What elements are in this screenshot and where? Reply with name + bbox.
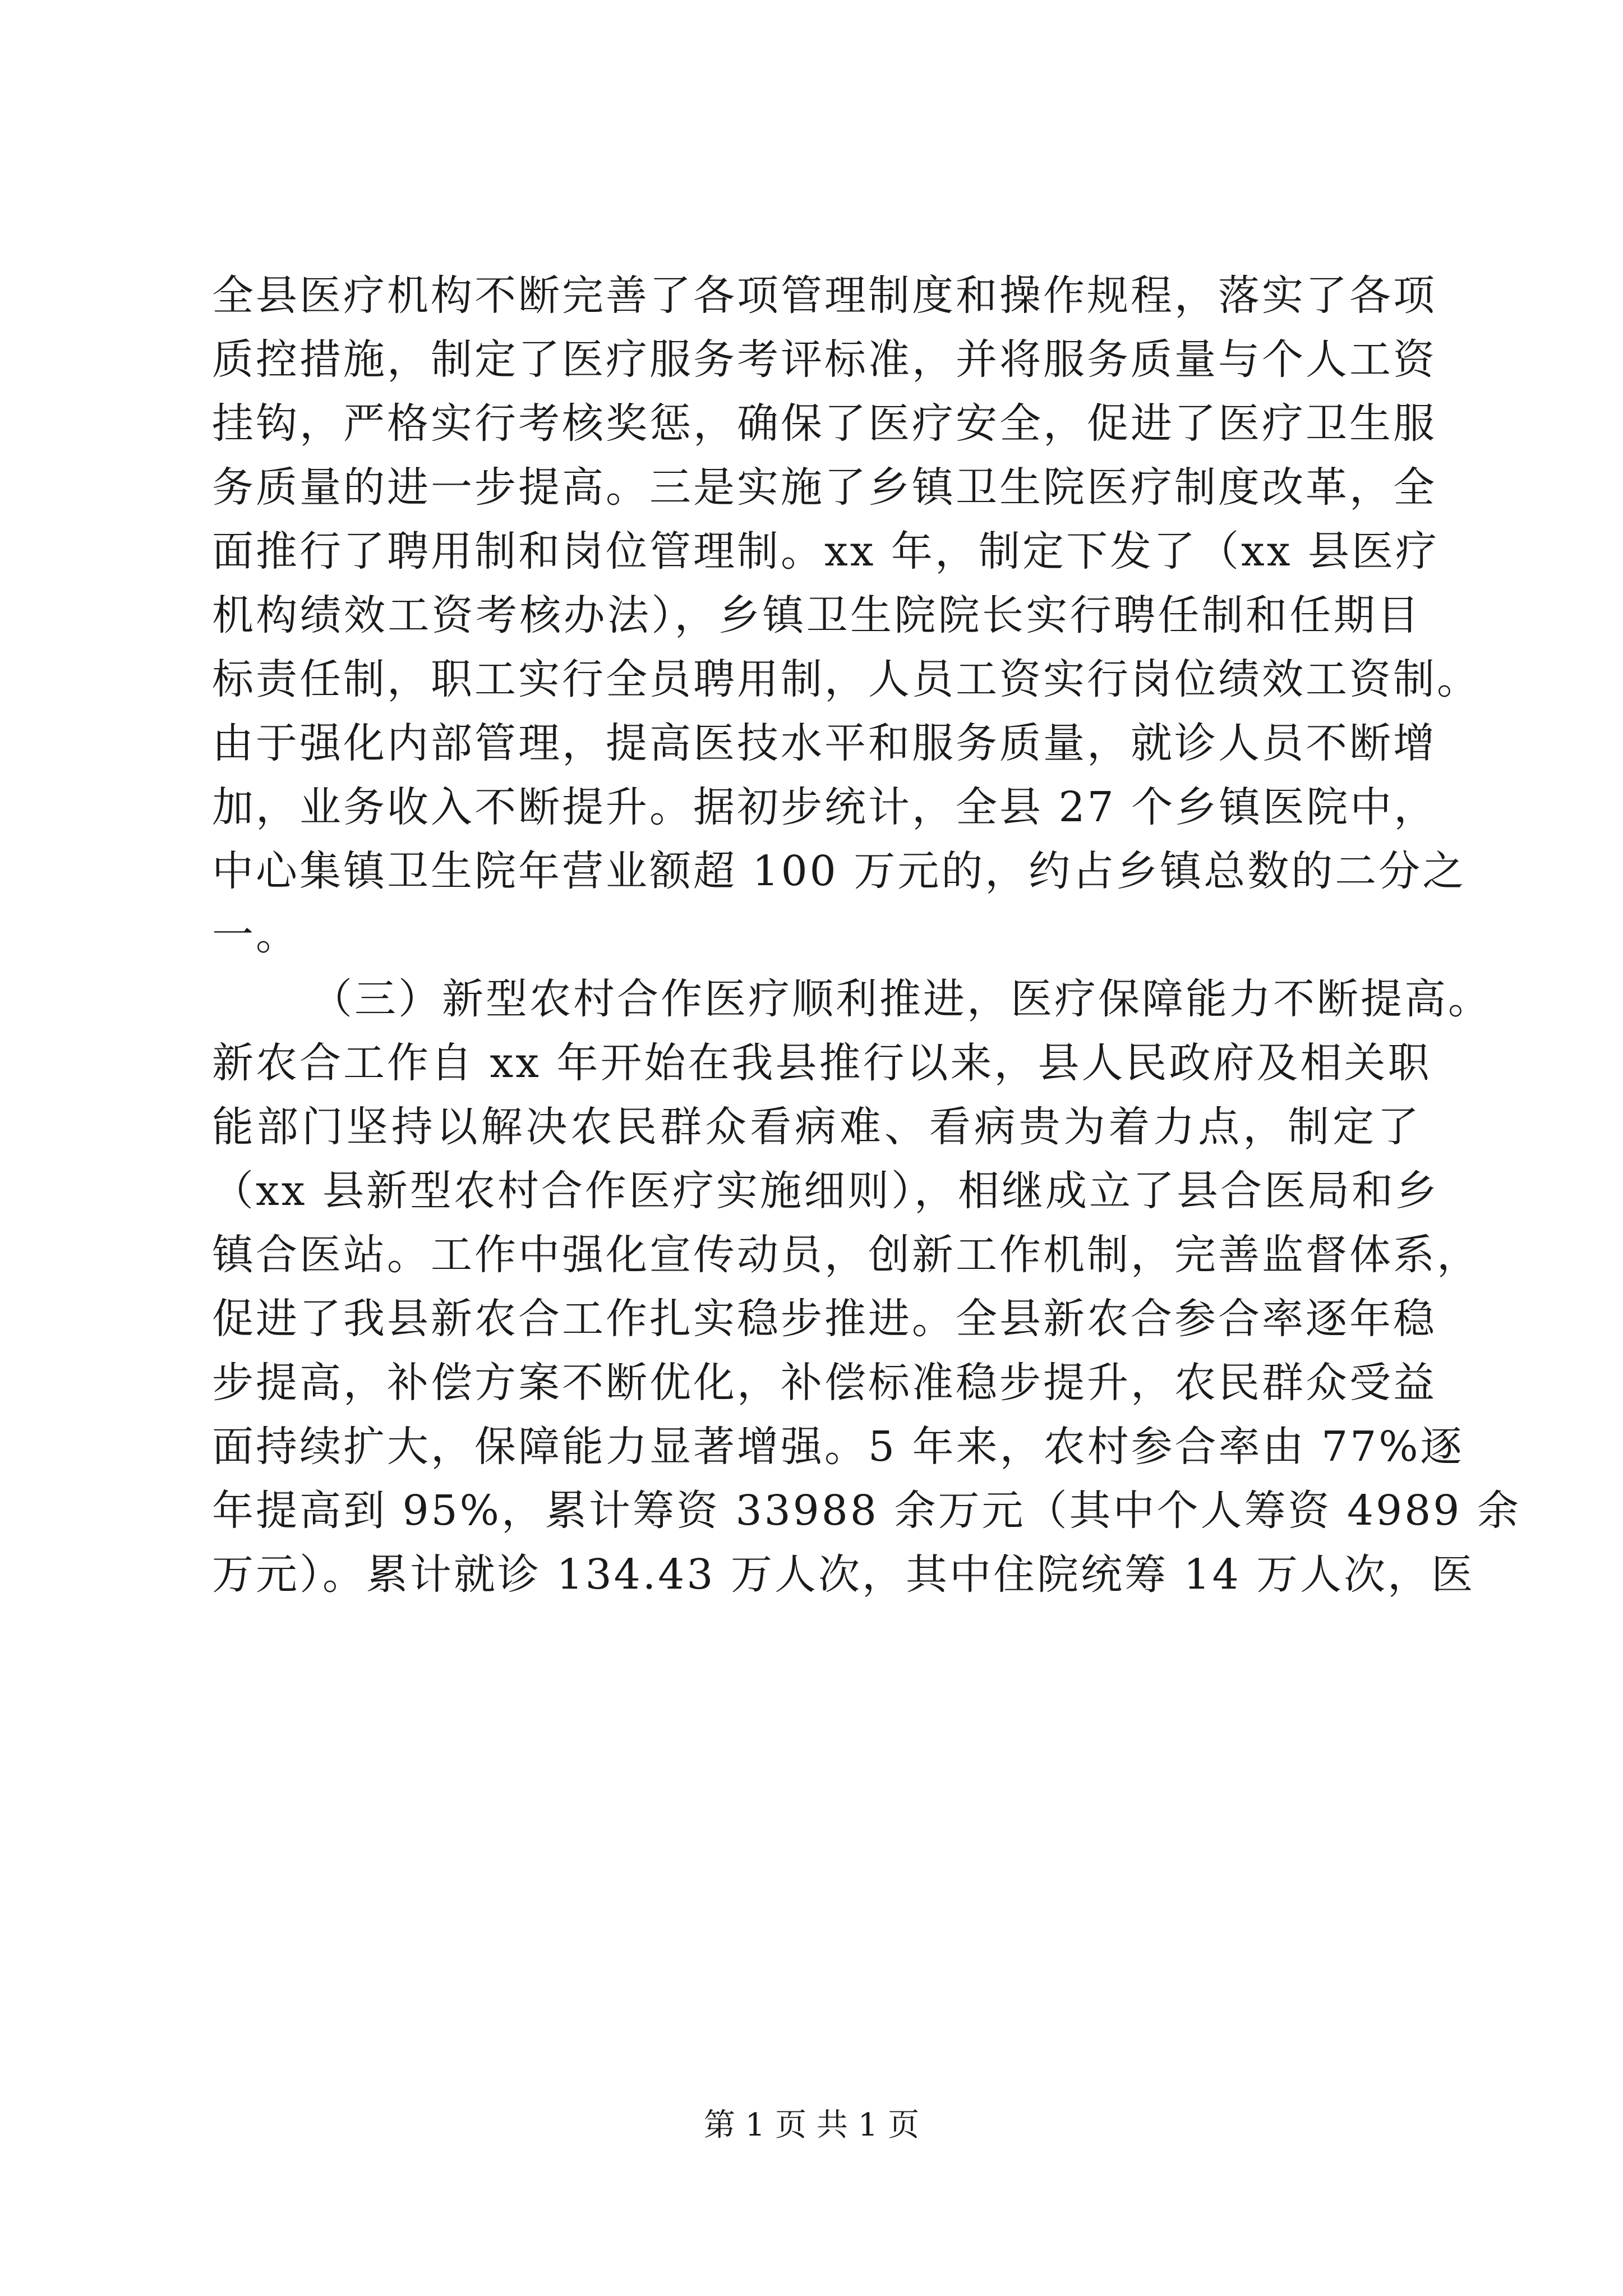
text-line: 面推行了聘用制和岗位管理制。xx 年，制定下发了（xx 县医疗 (212, 527, 1439, 576)
text-line: 一。 (212, 911, 299, 959)
text-line: 步提高，补偿方案不断优化，补偿标准稳步提升，农民群众受益 (212, 1359, 1437, 1407)
text-line: 能部门坚持以解决农民群众看病难、看病贵为着力点，制定了 (212, 1103, 1421, 1151)
text-line: 中心集镇卫生院年营业额超 100 万元的，约占乡镇总数的二分之 (212, 847, 1467, 895)
text-line: 挂钩，严格实行考核奖惩，确保了医疗安全，促进了医疗卫生服 (212, 399, 1437, 448)
body-text (212, 264, 1521, 1607)
text-line: （xx 县新型农村合作医疗实施细则），相继成立了县合医局和乡 (212, 1167, 1439, 1215)
page-footer: 第 1 页 共 1 页 (703, 2107, 920, 2143)
text-line: 标责任制，职工实行全员聘用制，人员工资实行岗位绩效工资制。 (212, 655, 1481, 703)
section-heading-line: （三）新型农村合作医疗顺利推进，医疗保障能力不断提高。 (311, 975, 1492, 1023)
text-line: 全县医疗机构不断完善了各项管理制度和操作规程，落实了各项 (212, 272, 1437, 320)
text-line: 质控措施，制定了医疗服务考评标准，并将服务质量与个人工资 (212, 335, 1437, 384)
text-line: 促进了我县新农合工作扎实稳步推进。全县新农合参合率逐年稳 (212, 1295, 1437, 1343)
text-line: 面持续扩大，保障能力显著增强。5 年来，农村参合率由 77%逐 (212, 1423, 1464, 1471)
text-line: 新农合工作自 xx 年开始在我县推行以来，县人民政府及相关职 (212, 1039, 1432, 1087)
text-line: 务质量的进一步提高。三是实施了乡镇卫生院医疗制度改革，全 (212, 463, 1437, 512)
text-line: 年提高到 95%，累计筹资 33988 余万元（其中个人筹资 4989 余 (212, 1487, 1521, 1535)
text-line: 镇合医站。工作中强化宣传动员，创新工作机制，完善监督体系， (212, 1231, 1481, 1279)
text-line: 由于强化内部管理，提高医技水平和服务质量，就诊人员不断增 (212, 719, 1437, 767)
text-line: 加，业务收入不断提升。据初步统计，全县 27 个乡镇医院中， (212, 783, 1438, 831)
text-line: 机构绩效工资考核办法），乡镇卫生院院长实行聘任制和任期目 (212, 591, 1421, 639)
text-line: 万元）。累计就诊 134.43 万人次，其中住院统筹 14 万人次，医 (212, 1550, 1476, 1599)
